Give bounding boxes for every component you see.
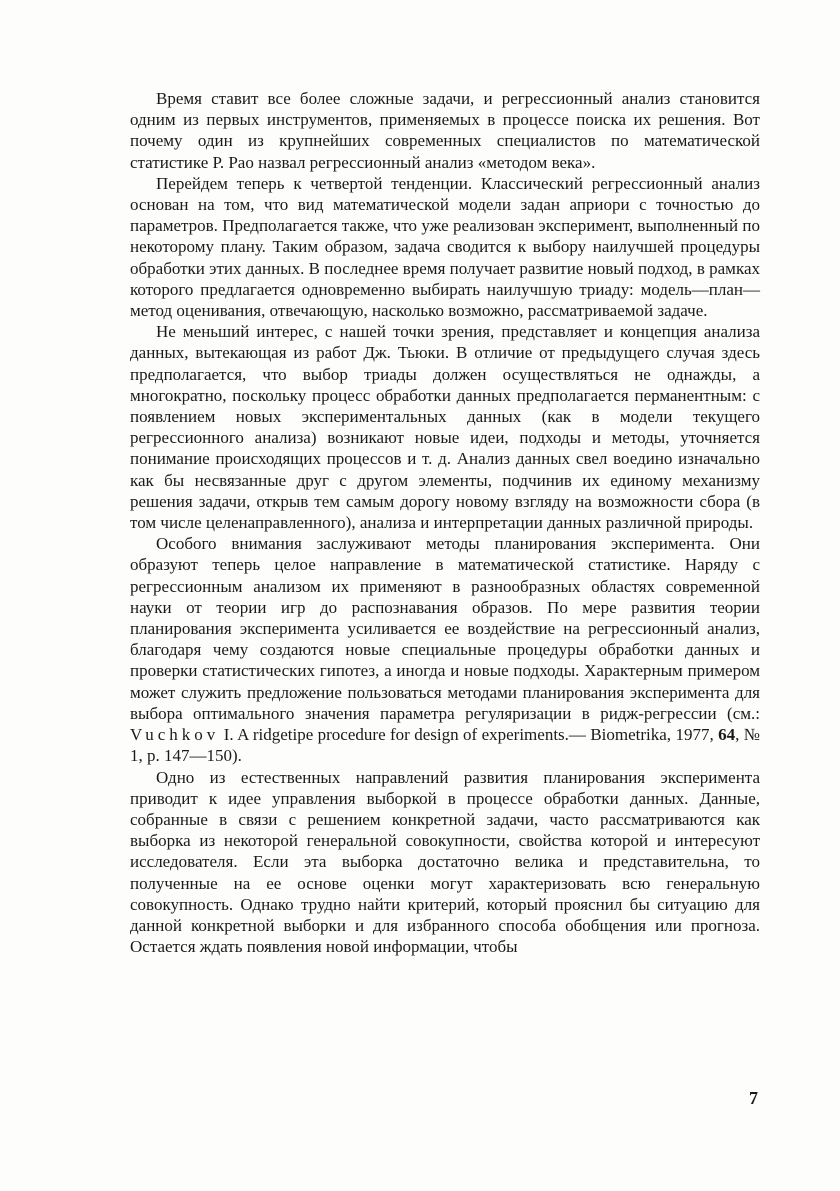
paragraph-4-text: Особого внимания заслуживают методы планирования эксперимента. Они образуют теперь целое направление в математической статистике. Наряду с регрессионным анализом их применяют в разнообразных областях современной науки от теории игр до распознавания образов. По мере развития теории планирования эксперимента усиливается ее воздействие на регрессионный анализ, благодаря чему создаются новые специальные процедуры обработки данных и проверки статистических гипотез, а иногда и новые подходы. Характерным примером может служить предложение пользоваться методами планирования эксперимента для выбора оптимального значения параметра регуляризации в ридж-регрессии (см.: [130, 534, 760, 723]
citation-title: I. A ridgetipe procedure for design of experiments.— Biometrika, 1977, [219, 725, 719, 745]
paragraph-1: Время ставит все более сложные задачи, и регрессионный анализ становится одним из первых инструментов, применяемых в процессе поиска их решения. Вот почему один из крупнейших современных специалистов по математической статистике Р. Рао назвал регрессионный анализ «методом века». [130, 89, 760, 172]
citation-author: Vuchkov [130, 725, 220, 745]
page-number: 7 [749, 1088, 758, 1108]
paragraph-4 [130, 533, 760, 766]
paragraph-3: Не меньший интерес, с нашей точки зрения, представляет и концепция анализа данных, вытекающая из работ Дж. Тьюки. В отличие от предыдущего случая здесь предполагается, что выбор триады должен осуществляться не однажды, а многократно, поскольку процесс обработки данных предполагается перманентным: с появлением новых экспериментальных данных (как в модели текущего регрессионного анализа) возникают новые идеи, подходы и методы, уточняется понимание происходящих процессов и т. д. Анализ данных свел воедино изначально как бы несвязанные друг с другом элементы, подчинив их единому механизму решения задачи, открыв тем самым дорогу новому взгляду на возможности сбора (в том числе целенаправленного), анализа и интерпретации данных различной природы. [130, 322, 760, 533]
body-text [130, 88, 760, 957]
citation-volume: 64 [718, 725, 736, 745]
citation-pages: , № 1, p. 147—150). [130, 725, 760, 766]
paragraph-5: Одно из естественных направлений развития планирования эксперимента приводит к идее управления выборкой в процессе обработки данных. Данные, собранные в связи с решением конкретной задачи, часто рассматриваются как выборка из некоторой генеральной совокупности, свойства которой и интересуют исследователя. Если эта выборка достаточно велика и представительна, то полученные на ее основе оценки могут характеризовать всю генеральную совокупность. Однако трудно найти критерий, который прояснил бы ситуацию для данной конкретной выборки и для избранного способа обобщения или прогноза. Остается ждать появления новой информации, чтобы [130, 767, 760, 957]
paragraph-2: Перейдем теперь к четвертой тенденции. Классический регрессионный анализ основан на том, что вид математической модели задан априори с точностью до параметров. Предполагается также, что уже реализован эксперимент, выполненный по некоторому плану. Таким образом, задача сводится к выбору наилучшей процедуры обработки этих данных. В последнее время получает развитие новый подход, в рамках которого предлагается одновременно выбирать наилучшую триаду: модель—план—метод оценивания, отвечающую, насколько возможно, рассматриваемой задаче. [130, 173, 760, 321]
